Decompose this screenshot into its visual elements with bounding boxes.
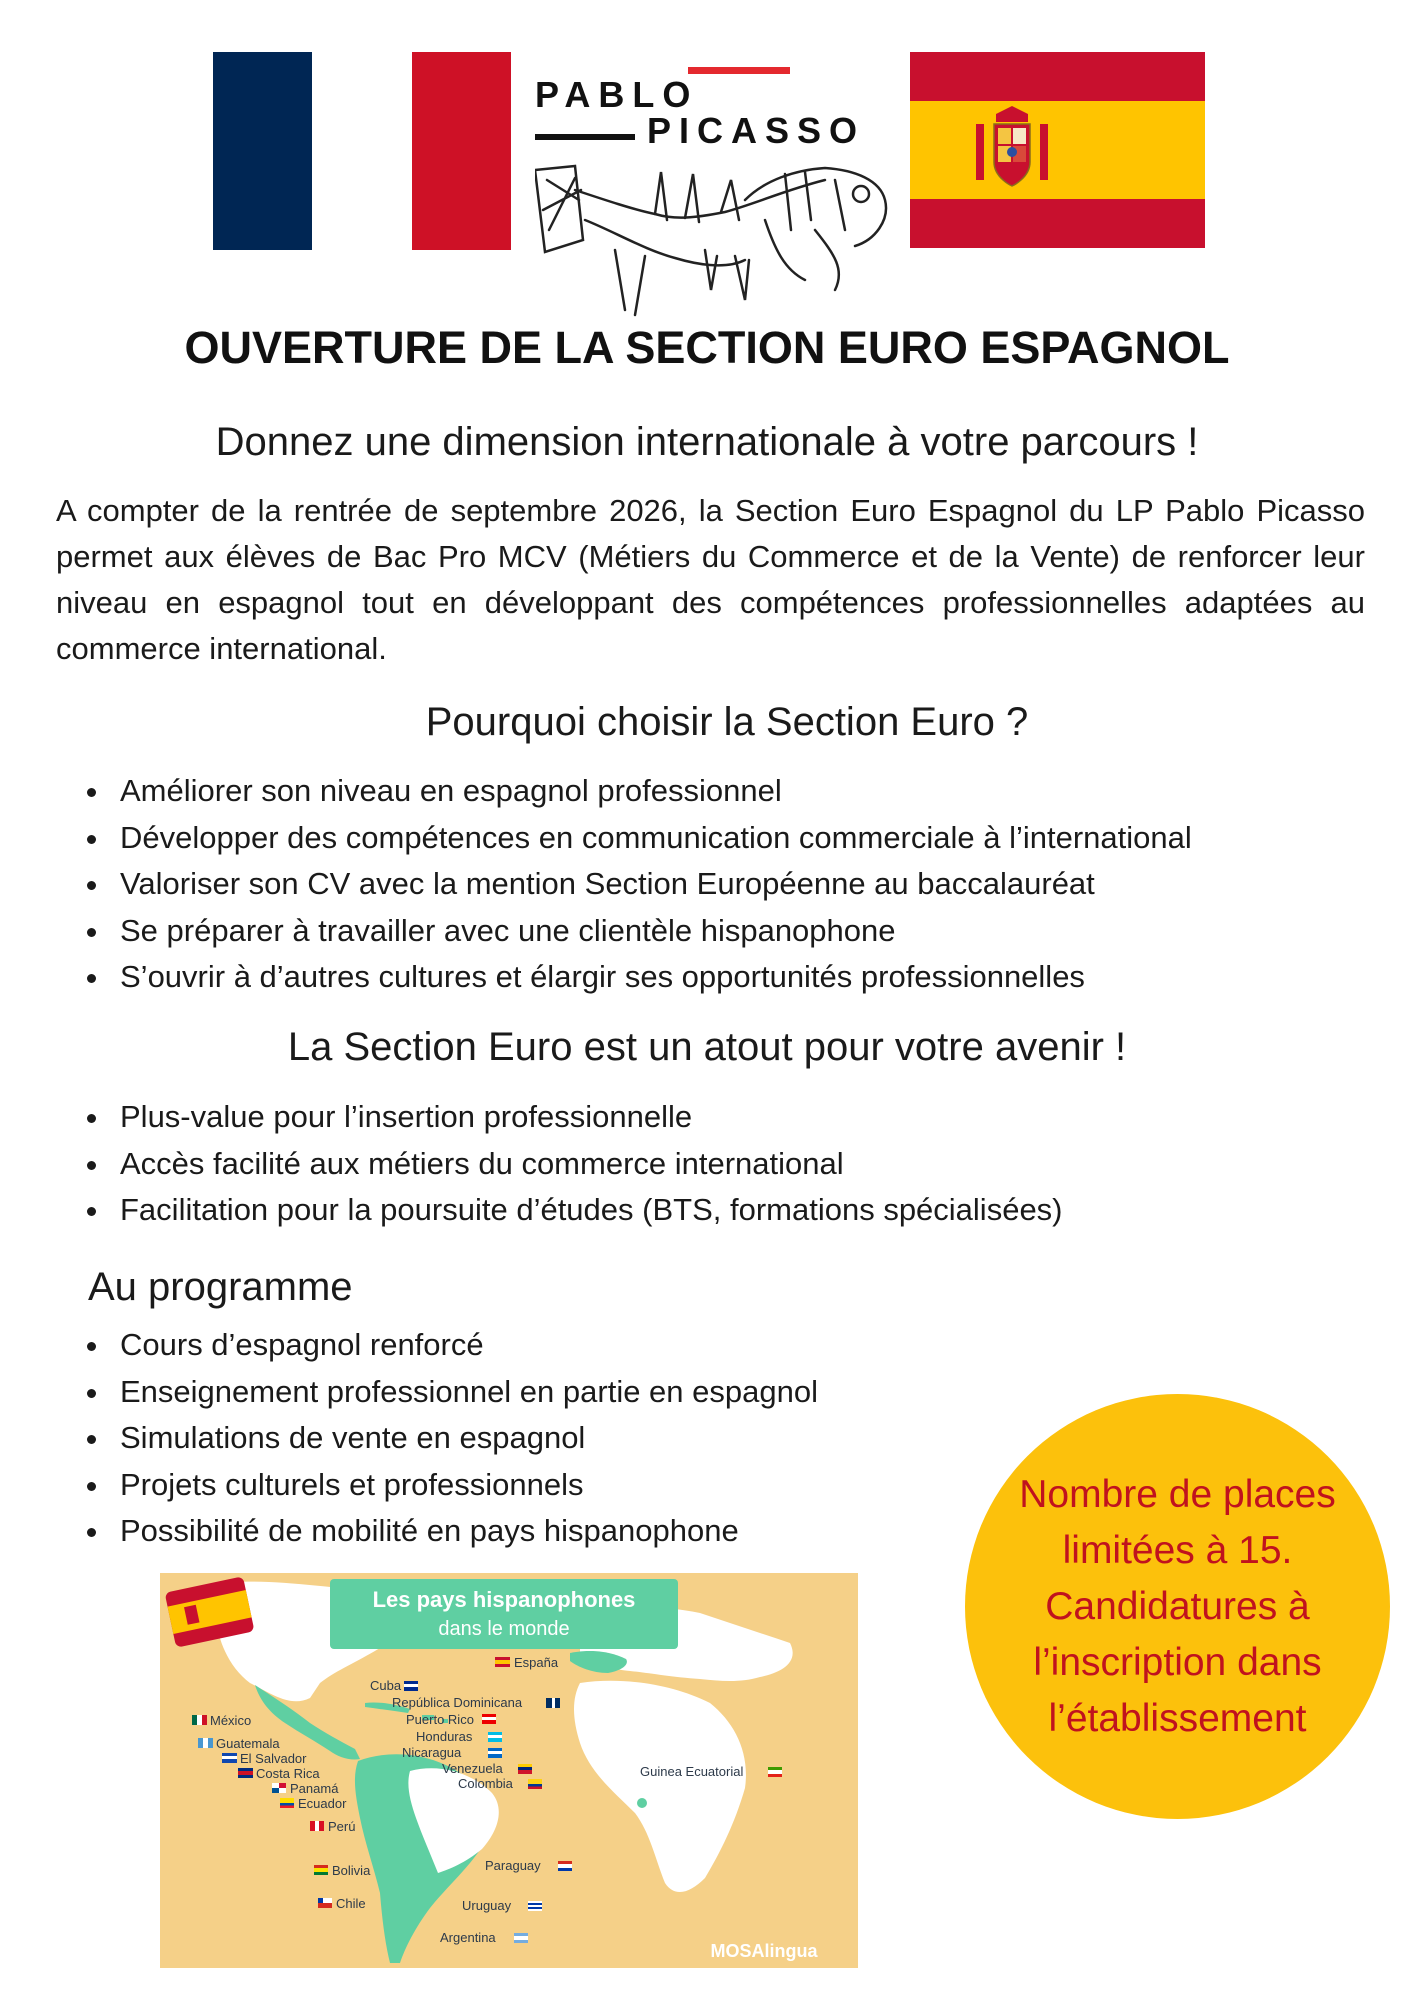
label-guatemala: Guatemala: [216, 1736, 280, 1751]
label-mexico: México: [210, 1713, 252, 1728]
label-nicaragua: Nicaragua: [402, 1745, 462, 1760]
map-title-line-1: Les pays hispanophones: [372, 1587, 636, 1612]
list-item: • Facilitation pour la poursuite d’études (BTS, formations spécialisées): [112, 1187, 1063, 1234]
program-list: [70, 1322, 818, 1555]
why-list: [70, 768, 1192, 1001]
label-peru: Perú: [328, 1819, 356, 1834]
label-argentina: Argentina: [440, 1930, 496, 1945]
school-logo: [535, 62, 895, 322]
logo-line-1: PABLO: [535, 74, 699, 115]
list-item: • S’ouvrir à d’autres cultures et élargir ses opportunités professionnelles: [112, 954, 1192, 1001]
places-callout: [965, 1394, 1390, 1819]
intro-heading: Donnez une dimension internationale à votre parcours !: [215, 420, 1199, 464]
label-honduras: Honduras: [416, 1729, 473, 1744]
list-item: • Valoriser son CV avec la mention Section Européenne au baccalauréat: [112, 861, 1192, 908]
label-cuba: Cuba: [370, 1678, 402, 1693]
list-item: • Cours d’espagnol renforcé: [112, 1322, 818, 1369]
label-costarica: Costa Rica: [256, 1766, 320, 1781]
spain-flag: [910, 52, 1205, 248]
list-item: • Simulations de vente en espagnol: [112, 1415, 818, 1462]
hispanic-countries-map: [160, 1573, 858, 1968]
list-item: • Projets culturels et professionnels: [112, 1462, 818, 1509]
program-heading: Au programme: [88, 1265, 353, 1309]
label-venezuela: Venezuela: [442, 1761, 503, 1776]
page-title: OUVERTURE DE LA SECTION EURO ESPAGNOL: [184, 322, 1230, 373]
list-item: • Améliorer son niveau en espagnol professionnel: [112, 768, 1192, 815]
label-chile: Chile: [336, 1896, 366, 1911]
france-flag: [213, 52, 511, 250]
places-callout-text: Nombre de places limitées à 15. Candidatures à l’inscription dans l’établissement: [1019, 1472, 1336, 1740]
label-puertorico: Puerto Rico: [406, 1712, 474, 1727]
label-colombia: Colombia: [458, 1776, 513, 1791]
label-guinea: Guinea Ecuatorial: [640, 1764, 744, 1779]
label-paraguay: Paraguay: [485, 1858, 541, 1873]
label-bolivia: Bolivia: [332, 1863, 371, 1878]
map-brand: MOSAlingua: [710, 1941, 818, 1961]
logo-line-2: PICASSO: [647, 110, 866, 151]
label-elsalvador: El Salvador: [240, 1751, 307, 1766]
label-uruguay: Uruguay: [462, 1898, 512, 1913]
picasso-sketch-icon: [535, 160, 895, 320]
asset-heading: La Section Euro est un atout pour votre avenir !: [287, 1025, 1127, 1069]
map-title-line-2: dans le monde: [438, 1618, 570, 1640]
spain-coat-of-arms-icon: [972, 104, 1052, 194]
label-espana: España: [514, 1655, 559, 1670]
label-panama: Panamá: [290, 1781, 339, 1796]
intro-paragraph: A compter de la rentrée de septembre 2026, la Section Euro Espagnol du LP Pablo Picasso permet aux élèves de Bac Pro MCV (Métiers du Commerce et de la Vente) de renforcer leur niveau en espagnol tout en développant des compétences professionnelles adaptées au commerce international.: [56, 493, 1365, 666]
list-item: • Se préparer à travailler avec une clientèle hispanophone: [112, 908, 1192, 955]
list-item: • Enseignement professionnel en partie en espagnol: [112, 1369, 818, 1416]
list-item: • Possibilité de mobilité en pays hispanophone: [112, 1508, 818, 1555]
list-item: • Plus-value pour l’insertion professionnelle: [112, 1094, 1063, 1141]
list-item: • Accès facilité aux métiers du commerce international: [112, 1141, 1063, 1188]
label-ecuador: Ecuador: [298, 1796, 347, 1811]
asset-list: [70, 1094, 1063, 1234]
list-item: • Développer des compétences en communication commerciale à l’international: [112, 815, 1192, 862]
label-dominicana: República Dominicana: [392, 1695, 523, 1710]
why-heading: Pourquoi choisir la Section Euro ?: [425, 700, 1029, 744]
